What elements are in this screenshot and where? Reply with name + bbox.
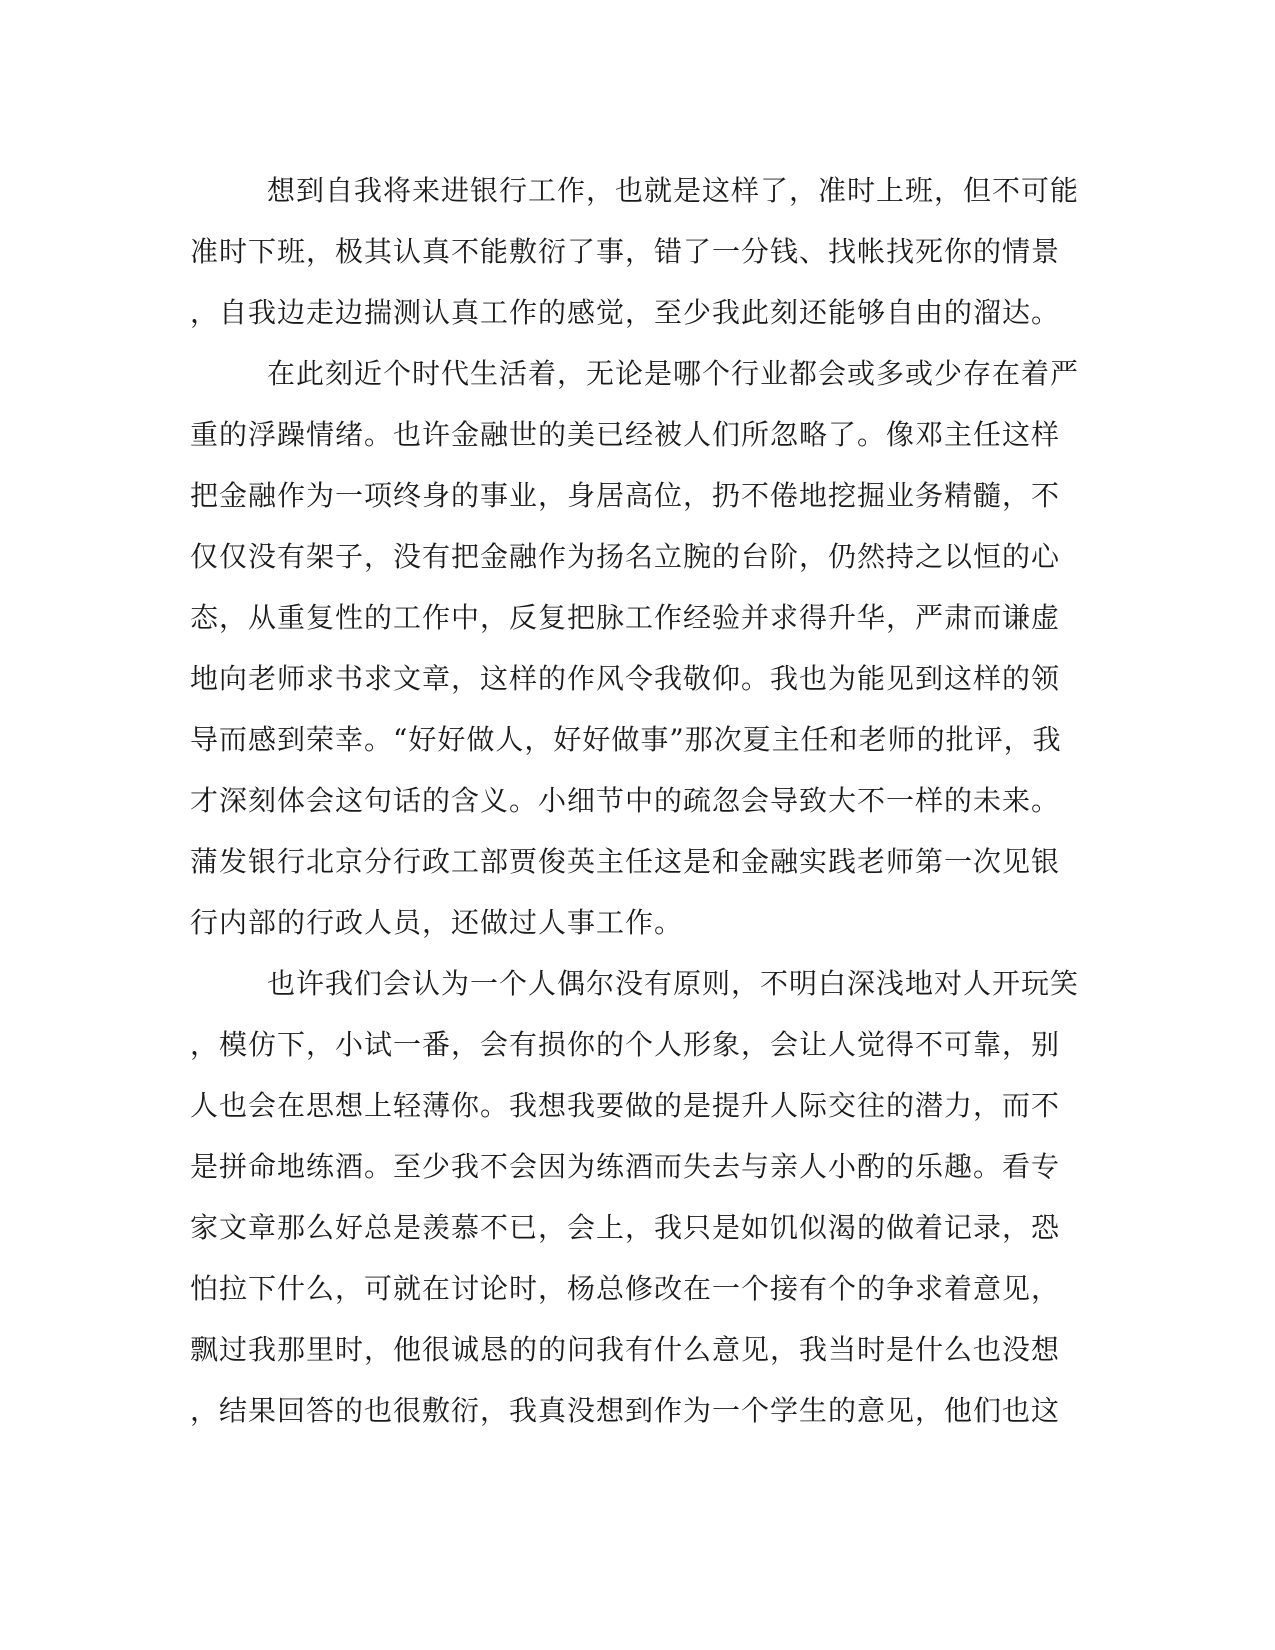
text-line: 在此刻近个时代生活着，无论是哪个行业都会或多或少存在着严 xyxy=(267,357,1080,390)
body-text xyxy=(190,160,1080,1441)
text-line: 态，从重复性的工作中，反复把脉工作经验并求得升华，严肃而谦虚 xyxy=(190,601,1061,634)
text-line: 家文章那么好总是羡慕不已，会上，我只是如饥似渴的做着记录，恐 xyxy=(190,1211,1061,1244)
text-line: 把金融作为一项终身的事业，身居高位，扔不倦地挖掘业务精髓，不 xyxy=(190,479,1061,512)
text-line: 也许我们会认为一个人偶尔没有原则，不明白深浅地对人开玩笑 xyxy=(267,967,1080,1000)
text-line: 才深刻体会这句话的含义。小细节中的疏忽会导致大不一样的未来。 xyxy=(190,784,1061,817)
text-line: 飘过我那里时，他很诚恳的的问我有什么意见，我当时是什么也没想 xyxy=(190,1333,1061,1366)
text-line: 重的浮躁情绪。也许金融世的美已经被人们所忽略了。像邓主任这样 xyxy=(190,418,1061,451)
text-line: 想到自我将来进银行工作，也就是这样了，准时上班，但不可能 xyxy=(267,174,1080,207)
text-line: 导而感到荣幸。“好好做人，好好做事”那次夏主任和老师的批评，我 xyxy=(190,723,1062,756)
text-line: 人也会在思想上轻薄你。我想我要做的是提升人际交往的潜力，而不 xyxy=(190,1089,1061,1122)
paragraph-1 xyxy=(190,160,1080,343)
text-line: 行内部的行政人员，还做过人事工作。 xyxy=(190,906,684,939)
text-line: 怕拉下什么，可就在讨论时，杨总修改在一个接有个的争求着意见， xyxy=(190,1272,1061,1305)
paragraph-3 xyxy=(190,953,1080,1441)
text-line: 仅仅没有架子，没有把金融作为扬名立腕的台阶，仍然持之以恒的心 xyxy=(190,540,1061,573)
text-line: ，模仿下，小试一番，会有损你的个人形象，会让人觉得不可靠，别 xyxy=(190,1028,1061,1061)
text-line: 是拼命地练酒。至少我不会因为练酒而失去与亲人小酌的乐趣。看专 xyxy=(190,1150,1061,1183)
text-line: ，结果回答的也很敷衍，我真没想到作为一个学生的意见，他们也这 xyxy=(190,1394,1061,1427)
text-line: 蒲发银行北京分行政工部贾俊英主任这是和金融实践老师第一次见银 xyxy=(190,845,1061,878)
paragraph-2 xyxy=(190,343,1080,953)
text-line: 地向老师求书求文章，这样的作风令我敬仰。我也为能见到这样的领 xyxy=(190,662,1061,695)
text-line: ，自我边走边揣测认真工作的感觉，至少我此刻还能够自由的溜达。 xyxy=(190,296,1061,329)
text-line: 准时下班，极其认真不能敷衍了事，错了一分钱、找帐找死你的情景 xyxy=(190,235,1061,268)
